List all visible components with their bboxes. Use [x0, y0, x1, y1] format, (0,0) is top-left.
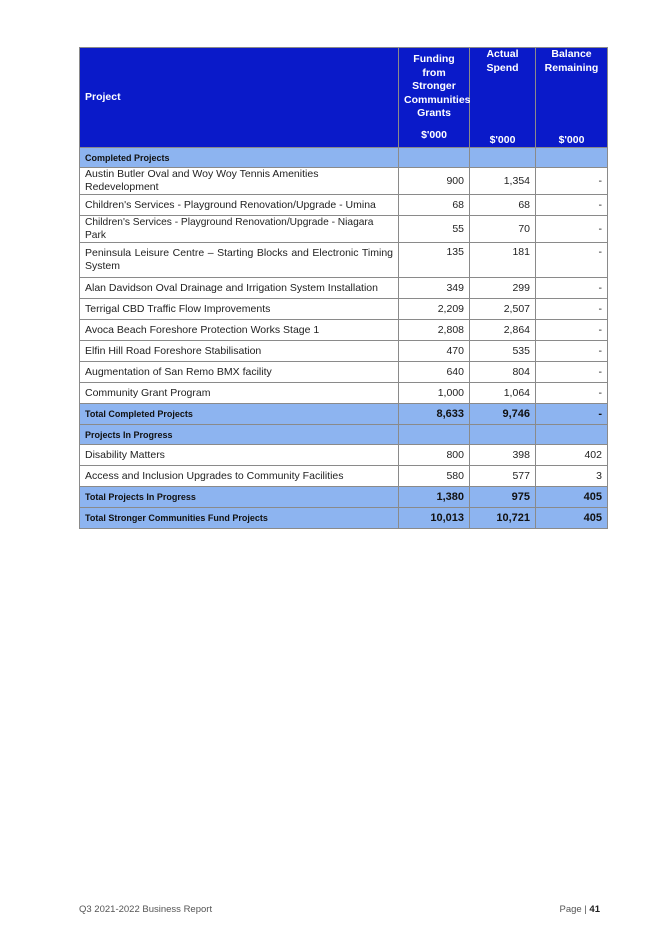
table-row — [80, 299, 608, 320]
spend-value: 398 — [470, 445, 536, 466]
balance-value: - — [536, 278, 608, 299]
funding-value: 2,209 — [399, 299, 470, 320]
funding-table — [79, 47, 608, 529]
project-name: Augmentation of San Remo BMX facility — [80, 362, 399, 383]
table-row — [80, 243, 608, 278]
grand-total-row — [80, 508, 608, 529]
section-row-in-progress — [80, 425, 608, 445]
spend-value: 68 — [470, 195, 536, 216]
spend-value: 2,864 — [470, 320, 536, 341]
header-balance-unit: $'000 — [558, 133, 585, 146]
table-row — [80, 216, 608, 243]
project-name: Children's Services - Playground Renovation/Upgrade - Umina — [80, 195, 399, 216]
balance-value: 402 — [536, 445, 608, 466]
project-name: Community Grant Program — [80, 383, 399, 404]
table-row — [80, 466, 608, 487]
funding-value: 580 — [399, 466, 470, 487]
grand-total-spend: 10,721 — [470, 508, 536, 529]
total-spend: 975 — [470, 487, 536, 508]
footer-report-title: Q3 2021-2022 Business Report — [79, 904, 213, 915]
project-name: Access and Inclusion Upgrades to Community Facilities — [80, 466, 399, 487]
funding-value: 349 — [399, 278, 470, 299]
spend-value: 577 — [470, 466, 536, 487]
balance-value: - — [536, 383, 608, 404]
project-name: Elfin Hill Road Foreshore Stabilisation — [80, 341, 399, 362]
header-balance — [536, 48, 608, 148]
project-name: Avoca Beach Foreshore Protection Works Stage 1 — [80, 320, 399, 341]
funding-value: 68 — [399, 195, 470, 216]
total-label: Total Completed Projects — [80, 404, 399, 425]
header-funding-unit: $'000 — [421, 128, 447, 141]
balance-value: 3 — [536, 466, 608, 487]
total-funding: 8,633 — [399, 404, 470, 425]
header-spend-unit: $'000 — [489, 133, 516, 146]
funding-value: 470 — [399, 341, 470, 362]
header-balance-label: Balance Remaining — [544, 48, 599, 74]
project-name: Disability Matters — [80, 445, 399, 466]
total-row-in-progress — [80, 487, 608, 508]
balance-value: - — [536, 341, 608, 362]
funding-value: 800 — [399, 445, 470, 466]
funding-value: 1,000 — [399, 383, 470, 404]
funding-value: 640 — [399, 362, 470, 383]
table-header-row — [80, 48, 608, 148]
total-balance: 405 — [536, 487, 608, 508]
spend-value: 535 — [470, 341, 536, 362]
project-name: Austin Butler Oval and Woy Woy Tennis Amenities Redevelopment — [80, 168, 399, 195]
project-name: Alan Davidson Oval Drainage and Irrigation System Installation — [80, 278, 399, 299]
grand-total-balance: 405 — [536, 508, 608, 529]
funding-value: 2,808 — [399, 320, 470, 341]
balance-value: - — [536, 299, 608, 320]
balance-value: - — [536, 216, 608, 243]
header-spend-label: Actual Spend — [486, 48, 519, 74]
funding-value: 900 — [399, 168, 470, 195]
balance-value: - — [536, 320, 608, 341]
balance-value: - — [536, 243, 608, 278]
spend-value: 181 — [470, 243, 536, 278]
spend-value: 299 — [470, 278, 536, 299]
footer-page — [559, 904, 600, 915]
header-project: Project — [80, 48, 399, 148]
spend-value: 1,064 — [470, 383, 536, 404]
total-funding: 1,380 — [399, 487, 470, 508]
table-row — [80, 168, 608, 195]
table-row — [80, 278, 608, 299]
section-label: Projects In Progress — [80, 425, 399, 445]
spend-value: 804 — [470, 362, 536, 383]
funding-value: 55 — [399, 216, 470, 243]
grand-total-funding: 10,013 — [399, 508, 470, 529]
total-label: Total Projects In Progress — [80, 487, 399, 508]
total-row-completed — [80, 404, 608, 425]
grand-total-label: Total Stronger Communities Fund Projects — [80, 508, 399, 529]
header-funding-label: Funding from Stronger Communities Grants — [404, 53, 471, 119]
spend-value: 2,507 — [470, 299, 536, 320]
table-row — [80, 341, 608, 362]
section-row-completed — [80, 148, 608, 168]
balance-value: - — [536, 195, 608, 216]
footer-page-number: 41 — [589, 904, 600, 915]
project-name: Children's Services - Playground Renovation/Upgrade - Niagara Park — [80, 216, 399, 243]
table-row — [80, 320, 608, 341]
table-row — [80, 445, 608, 466]
total-balance: - — [536, 404, 608, 425]
section-label: Completed Projects — [80, 148, 399, 168]
project-name: Peninsula Leisure Centre – Starting Blocks and Electronic Timing System — [80, 243, 399, 278]
header-spend — [470, 48, 536, 148]
header-funding — [399, 48, 470, 148]
balance-value: - — [536, 362, 608, 383]
table-row — [80, 195, 608, 216]
table-row — [80, 383, 608, 404]
balance-value: - — [536, 168, 608, 195]
spend-value: 1,354 — [470, 168, 536, 195]
table-row — [80, 362, 608, 383]
funding-value: 135 — [399, 243, 470, 278]
spend-value: 70 — [470, 216, 536, 243]
total-spend: 9,746 — [470, 404, 536, 425]
footer-page-label: Page | — [559, 904, 587, 915]
project-name: Terrigal CBD Traffic Flow Improvements — [80, 299, 399, 320]
